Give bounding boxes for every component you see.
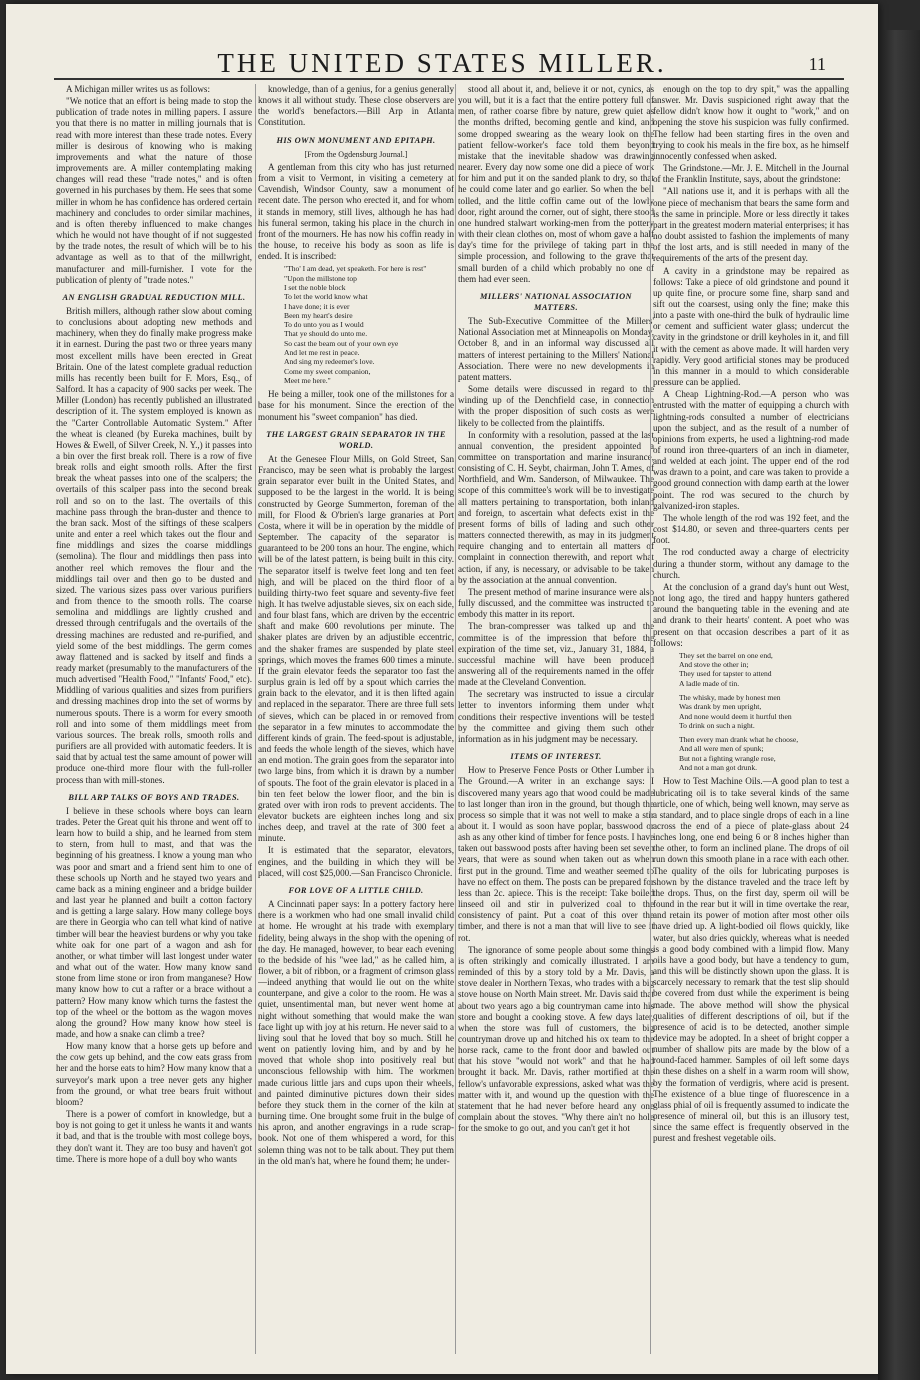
article-heading: AN ENGLISH GRADUAL REDUCTION MILL. [62, 292, 246, 302]
article-paragraph: At the conclusion of a grand day's hunt out West, not long ago, the tired and happy hunters gathered around the banqueting table in the evening and ate and drank to their hearts' content. A poet who was present on that occasion describes a part of it as follows: [653, 581, 849, 648]
article-paragraph: A gentleman from this city who has just returned from a visit to Vermont, in visiting a cemetery at Cavendish, Windsor County, saw a monument of recent date. The person who erected it, and for whom it stands in memory, still lives, although he has had his funeral sermon, taking his place in the church in front of the mourners. He has now his coffin ready in the house, to receive his body as soon as life is ended. It is inscribed: [258, 161, 454, 262]
article-paragraph: "We notice that an effort is being made to stop the publication of trade notes in milling papers. I assure you that there is no matter in milling journals that is read with more interest than these trade notes. Every miller is desirous of knowing who is making improvements and what the nature of those improvements are. A miller contemplating making changes will read these "trade notes," and is often governed in his purchases by them. He sees that some miller in whom he has confidence has ordered certain machinery and concludes to order similar machines, and is often thereby influenced to make changes which he would not have thought of if not suggested by the trade notes, the result of which will be to his advantage as well as to that of the millwright, manufacturer and mill-furnisher. I vote for the publication of plenty of "trade notes." [56, 96, 252, 285]
article-paragraph: There is a power of comfort in knowledge, but a boy is not going to get it unless he wants it and wants it bad, and that is the trouble with most college boys, they don't want it. They are too busy and haven't got time. There is more hope of a dull boy who wants [56, 1109, 252, 1164]
verse-line: That ye should do unto me. [284, 329, 368, 339]
verse-line: The whisky, made by honest men [679, 693, 781, 702]
column-3 [458, 84, 654, 1374]
article-heading: ITEMS OF INTEREST. [510, 752, 602, 762]
verse-line: And stove the other in; [679, 660, 749, 670]
article-heading: BILL ARP TALKS OF BOYS AND TRADES. [68, 792, 240, 802]
verse-line: And let me rest in peace. [284, 348, 360, 358]
column-1 [56, 84, 252, 1374]
article-paragraph: The Grindstone.—Mr. J. E. Mitchell in the Journal of the Franklin Institute, says, about the grindstone: [653, 163, 849, 185]
verse-line: And sing my redeemer's love. [284, 357, 375, 367]
verse-line: They set the barrel on one end, [679, 650, 773, 660]
verse-line: Meet me here." [284, 375, 331, 385]
verse-line: They used for tapster to attend [679, 669, 772, 679]
article-paragraph: knowledge, than of a genius, for a genius generally knows it all without study. These close observers are the world's benefactors.—Bill Arp in Atlanta Constitution. [258, 84, 454, 128]
article-paragraph: It is estimated that the separator, elevators, engines, and the building in which they will be placed, will cost $25,000.—San Francisco Chronicle. [258, 845, 454, 878]
verse-line: And all were men of spunk; [679, 744, 764, 754]
column-2 [258, 84, 454, 1374]
article-source: [From the Ogdensburg Journal.] [304, 149, 408, 159]
verse-line: But not a fighting wrangle rose, [679, 753, 776, 763]
article-heading: MILLERS' NATIONAL ASSOCIATION MATTERS. [480, 291, 632, 312]
verse-line: A ladle made of tin. [679, 678, 740, 688]
article-paragraph: Some details were discussed in regard to the winding up of the Denchfield case, in connection with the proper disposition of such costs as were likely to be collected from the plaintiffs. [458, 384, 654, 428]
verse-block [679, 651, 849, 773]
article-paragraph: The rod conducted away a charge of electricity during a thunder storm, without any damage to the church. [653, 547, 849, 580]
article-paragraph: The ignorance of some people about some things is often strikingly and comically illustrated. I am reminded of this by a story told by a Mr. Davis, a stove dealer in Northern Texas, who trades with a big stove house on North Main street. Mr. Davis said that about two years ago a big countryman came into his store and bought a cooking stove. A few days later, when the store was full of customers, the big countryman drove up and hitched his ox team to the horse rack, came to the front door and bawled out that his stove "would not work" and that he had brought it back. Mr. Davis, rather mortified at the fellow's unfavorable expressions, asked what was the matter with it, and wound up the question with the statement that he had never before heard any one complain about the stoves. "Why there ain't no hole for the smoke to go out, and you can't get it hot [458, 944, 654, 1134]
article-paragraph: The present method of marine insurance were also fully discussed, and the committee was instructed to embody this matter in its report. [458, 586, 654, 620]
article-paragraph: enough on the top to dry spit," was the appalling answer. Mr. Davis suspicioned right away that the fellow didn't know how it ought to "work," and on opening the stove his suspicion was fully confirmed. The fellow had been starting fires in the oven and trying to cook his meals in the fire box, as he himself innocently confessed when asked. [653, 84, 849, 161]
article-paragraph: At the Genesee Flour Mills, on Gold Street, San Francisco, may be seen what is probably the largest grain separator ever built in the United States, and supposed to be the largest in the world. It is being constructed by George Summerton, foreman of the mill, for Flood & O'brien's large granaries at Port Costa, where it will be in operation by the middle of September. The capacity of the separator is guaranteed to be 200 tons an hour. The engine, which will be of the latest pattern, is being built in this city. The separator itself is twelve feet long and ten feet high, and will be placed on the third floor of a building thirty-two feet square and seventy-five feet high. It has twelve adjustable sieves, six on each side, and four blast fans, which are driven by the eccentric shaft and make 600 revolutions per minute. The shaker plates are driven by an adjustible eccentric, and the shaker frames are suspended by plate steel springs, which moves the frames 600 times a minute. If the grain elevator feeds the separator too fast the surplus grain is led off by a spout which carries the grain back to the elevator, and it is then lifted again and replaced in the separator. There are three full sets of sieves, which can be placed in or removed from the separator in a few minutes to accommodate the different kinds of grain. The feed-spout is adjustable, and feeds the whole length of the sieves, which have an end motion. The grain goes from the separator into two large bins, from which it is drawn by a number of spouts. The foot of the grain elevator is placed in a bin ten feet below the lower floor, and the bin is grated over with iron rods to prevent accidents. The elevator buckets are eighteen inches long and six inches deep, and travel at the rate of 300 feet a minute. [258, 453, 454, 844]
article-heading: THE LARGEST GRAIN SEPARATOR IN THE WORLD. [266, 429, 446, 450]
verse-line: Come my sweet companion, [284, 366, 371, 376]
column-4 [653, 84, 849, 1374]
verse-line: To let the world know what [284, 292, 368, 302]
article-paragraph: The Sub-Executive Committee of the Millers' National Association met at Minneapolis on Monday, October 8, and in an informal way discussed all matters of interest pertaining to the Millers' National Association. There were no new developments in patent matters. [458, 316, 654, 382]
article-paragraph: How to Test Machine Oils.—A good plan to test a lubricating oil is to take several kinds of the same article, one of which, being well known, may serve as a standard, and to place single drops of each in a line across the end of a piece of plate-glass about 24 inches long, one end being 6 or 8 inches higher than the other, to form an inclined plane. The drops of oil run down this smooth plane in a race with each other. The quality of the oils for lubricating purposes is shown by the distance traveled and the trace left by the drops. Thus, on the first day, sperm oil will be found in the rear but it will in time overtake the rear, and retain its power of motion after most other oils have dried up. A light-bodied oil flows quickly, like water, but also dries quickly, whereas what is needed is a good body combined with a limpid flow. Many oils have a good body, but have a tendency to gum, and this will be distinctly shown upon the glass. It is scarcely necessary to remark that the test slip should be covered from dust while the experiment is being made. The above method will show the physical qualities of different descriptions of oil, but if the presence of acid is to be detected, another simple device may be adopted. In a sheet of bright copper a number of shallow pits are made by the blow of a round-faced hammer. Samples of oil left some days in these dishes on a shelf in a warm room will show, by the formation of verdigris, where acid is present. The existence of a blue tinge of fluorescence in a glass phial of oil is frequently assumed to indicate the presence of mineral oil, but this is an illusory test, since the same effect is frequently observed in the purest and freshest vegetable oils. [653, 776, 849, 1144]
column-divider [455, 84, 456, 1354]
column-divider [255, 84, 256, 1354]
article-paragraph: In conformity with a resolution, passed at the last annual convention, the president appointed a committee on transportation and marine insurance, consisting of C. H. Seybt, chairman, John T. Ames, of Northfield, and Wm. Sanderson, of Milwaukee. The scope of this committee's work will be to investigate all matters pertaining to transportation, both inland and foreign, to ascertain what defects exist in the present forms of bills of lading and such other matters connected therewith, as may in its judgment require changing and to entertain all matters of complaint in connection therewith, and report what action, if any, is necessary, or advisable to be taken by the association at the annual convention. [458, 429, 654, 585]
article-paragraph: A Cheap Lightning-Rod.—A person who was entrusted with the matter of equipping a church with lightning-rods consulted a number of electricians upon the subject, and as the result of a number of opinions from experts, he used a lightning-rod made of round iron three-quarters of an inch in diameter, and welded at each joint. The upper end of the rod was drawn to a point, and care was taken to provide a good ground connection with damp earth at the lower point. The rod was secured to the church by galvanized-iron staples. [653, 389, 849, 511]
masthead-rule [54, 78, 844, 80]
article-heading: FOR LOVE OF A LITTLE CHILD. [288, 885, 424, 895]
article-paragraph: I believe in these schools where boys can learn trades. Peter the Great quit his throne and went off to learn how to build a ship, and he learned from stem to stern, from hull to mast, and that was the beginning of his greatness. I know a young man who was poor and smart and a friend sent him to one of these schools up North and he stayed two years and came back as a mining engineer and a bridge builder and last year he planned and built a cotton factory and is getting a large salary. How many college boys are there in Georgia who can tell what kind of native timber will bear the heaviest burdens or why you take white oak for one part of a wagon and ash for another, or what timber will last longest under water and what out of the water. How many know sand stone from lime stone or iron from manganese? How many know how to cut a rafter or a brace without a pattern? How many know which turns the fastest the top of the wheel or the bottom as the wagon moves along the ground? How many know how steel is made, and how a snake can climb a tree? [56, 805, 252, 1039]
article-paragraph: How to Preserve Fence Posts or Other Lumber in The Ground.—A writer in an exchange says: I discovered many years ago that wood could be made to last longer than iron in the ground, but though the process so simple that it was not well to make a stir about it. I would as soon have poplar, basswood or ash as any other kind of timber for fence posts. I have taken out basswood posts after having been set seven years, that were as sound when taken out as when first put in the ground. Time and weather seemed to have no effect on them. The posts can be prepared for less than 2c. apiece. This is the receipt: Take boiled linseed oil and stir in pulverized coal to the consistency of paint. Put a coat of this over the timber, and there is not a man that will live to see it rot. [458, 765, 654, 943]
article-paragraph: The secretary was instructed to issue a circular letter to inventors informing them under what conditions their respective inventions will be tested by the committee and giving them such other information as in his judgment may be necessary. [458, 689, 654, 744]
masthead [6, 48, 878, 88]
verse-line: Was drank by men upright, [679, 702, 762, 712]
page-number: 11 [808, 54, 826, 74]
article-paragraph: "All nations use it, and it is perhaps with all the one piece of mechanism that bears the same form and is the same in principle. More or less directly it takes part in the greatest modern material enterprises; it has no doubt assisted to fashion the implements of many of the lost arts, and is still needed in many of the requirements of the arts of the present day. [653, 186, 849, 264]
verse-line: Then every man drank what he choose, [679, 735, 799, 745]
verse-line: "Upon the millstone top [284, 273, 357, 283]
verse-line: And not a man got drunk. [679, 763, 758, 773]
verse-line: "Tho' I am dead, yet speaketh. For here is rest" [284, 264, 427, 274]
article-paragraph: A Michigan miller writes us as follows: [66, 84, 210, 94]
masthead-title: THE UNITED STATES MILLER. [217, 48, 667, 78]
verse-line: I have done; it is ever [284, 301, 350, 311]
article-paragraph: A Cincinnati paper says: In a pottery factory here there is a workmen who had one small invalid child at home. He wrought at his trade with exemplary fidelity, being always in the shop with the opening of the day. He managed, however, to bear each evening to the bedside of his "wee lad," as he called him, a flower, a bit of ribbon, or a fragment of crimson glass—indeed anything that would lie out on the white counterpane, and give a color to the room. He was a quiet, unsentimental man, but never went home at night without something that would make the wan face light up with joy at his return. He never said to a living soul that he loved that boy so much. Still he went on patiently loving him, and by and by he moved that whole shop into positively real but unconscious fellowship with him. The workmen made curious little jars and cups upon their wheels, and painted diminutive pictures down their sides before they stuck them in the corner of the kiln at burning time. One brought some fruit in the bulge of his apron, and another engravings in a rude scrap-book. Not one of them whispered a word, for this solemn thing was not to be talk about. They put them in the old man's hat, where he found them; he under- [258, 899, 454, 1166]
article-paragraph: How many know that a horse gets up before and the cow gets up behind, and the cow eats grass from her and the horse eats to him? How many know that a surveyor's mark upon a tree never gets any higher from the ground, or what tree bears fruit without bloom? [56, 1041, 252, 1107]
verse-line: And none would deem it hurtful then [679, 711, 792, 721]
verse-line: So cast the beam out of your own eye [284, 338, 399, 348]
verse-line: To do unto you as I would [284, 320, 364, 330]
article-paragraph: The bran-compresser was talked up and the committee is of the impression that before the expiration of the time set, viz., January 31, 1884, a successful machine will have been produced answering all of the requirements named in the offer made at the Cleveland Convention. [458, 621, 654, 688]
newspaper-page [6, 4, 878, 1374]
page-edge [878, 30, 920, 1380]
verse-line: To drink on such a night. [679, 720, 755, 730]
article-paragraph: stood all about it, and, believe it or not, cynics, as you will, but it is a fact that the entire pottery full of men, of rather coarse fibre by nature, grew quiet as the months drifted, becoming gentle and kind, and some dropped swearing as the weary look on the patient fellow-worker's face told them beyond mistake that the inevitable shadow was drawing nearer. Every day now some one did a piece of work for him and put it on the sanded plank to dry, so that he could come later and go earlier. So when the bell tolled, and the little coffin came out of the lowly door, right around the corner, out of sight, there stood one hundred stalwart working-men from the pottery with their clean clothes on, most of whom gave a half day's time for the privilege of taking part in the simple procession, and following to the grave that small burden of a child which probably no one of them had ever seen. [458, 84, 654, 284]
article-heading: HIS OWN MONUMENT AND EPITAPH. [276, 135, 436, 145]
verse-block [284, 264, 454, 385]
verse-line: Been my heart's desire [284, 310, 353, 320]
article-paragraph: The whole length of the rod was 192 feet, and the cost $14.80, or seven and three-quarters cents per foot. [653, 512, 849, 546]
article-paragraph: He being a miller, took one of the millstones for a base for his monument. Since the erection of the monument his "sweet companion" has died. [258, 389, 454, 422]
article-paragraph: A cavity in a grindstone may be repaired as follows: Take a piece of old grindstone and pound it up quite fine, or procure some fine, sharp sand and sift out the coarsest, using only the fine; make this into a paste with one-third the bulk of hydraulic lime or cement and sufficient water glass; undercut the cavity in the grindstone or drill keyholes in it, and fill it with the cement as above made. It will harden very rapidly. Very good artificial stones may be produced in this manner in a mould to which considerable pressure can be applied. [653, 265, 849, 388]
column-divider [650, 84, 651, 1354]
article-paragraph: British millers, although rather slow about coming to conclusions about adopting new methods and machinery, when they do finally make progress make it in earnest. During the past two or three years many most excellent mills have been erected in Great Britain. One of the latest complete gradual reduction mills has recently been built for F. Mors, Esq., of Salford. It has a capacity of 900 sacks per week. The Miller (London) has recently published an illustrated description of it. The system employed is known as the "Carter Controllable Automatic System." After the wheat is cleaned (by Eureka machines, built by Howes & Ewell, of Silver Creek, N. Y.,) it passes into a bin over the first break roll. There is a row of five break rolls and eight smooth rolls. After the first break the wheat passes into one of the scalpers; the overtails of this scalper pass into the second break roll and so on to the last. The overtails of this machine pass through the bran-duster and thence to the bran sack. Most of the siftings of these scalpers unite and enter a reel which takes out the flour and fine middlings and sizes the coarse middlings (semolina). The flour and middlings then pass into another reel which removes the flour and the middlings tail over and then go to be dusted and sized. The various sizes pass over various purifiers and from thence to the smooth rolls. The coarse semolina and middlings are lightly crushed and dressed through centrifugals and the overtails of the dressing machines are redusted and re-purified, and yield some of the best middlings. The germ comes away flattened and is sacked by itself and finds a ready market (presumably to the manufacturers of the much advertised "Health Food," "Infants' Food," etc). Middling of various qualities and sizes from purifiers and dressing machines drop into the set of worms by numerous spouts. There is a worm for every smooth roll and into some of them middlings meet from various sources. The break rolls, smooth rolls and purifiers are all provided with automatic feeders. It is said that by actual test the same amount of power will produce one-third more flour with the full-roller process than with mill-stones. [56, 305, 252, 785]
verse-line: I set the noble block [284, 282, 346, 292]
